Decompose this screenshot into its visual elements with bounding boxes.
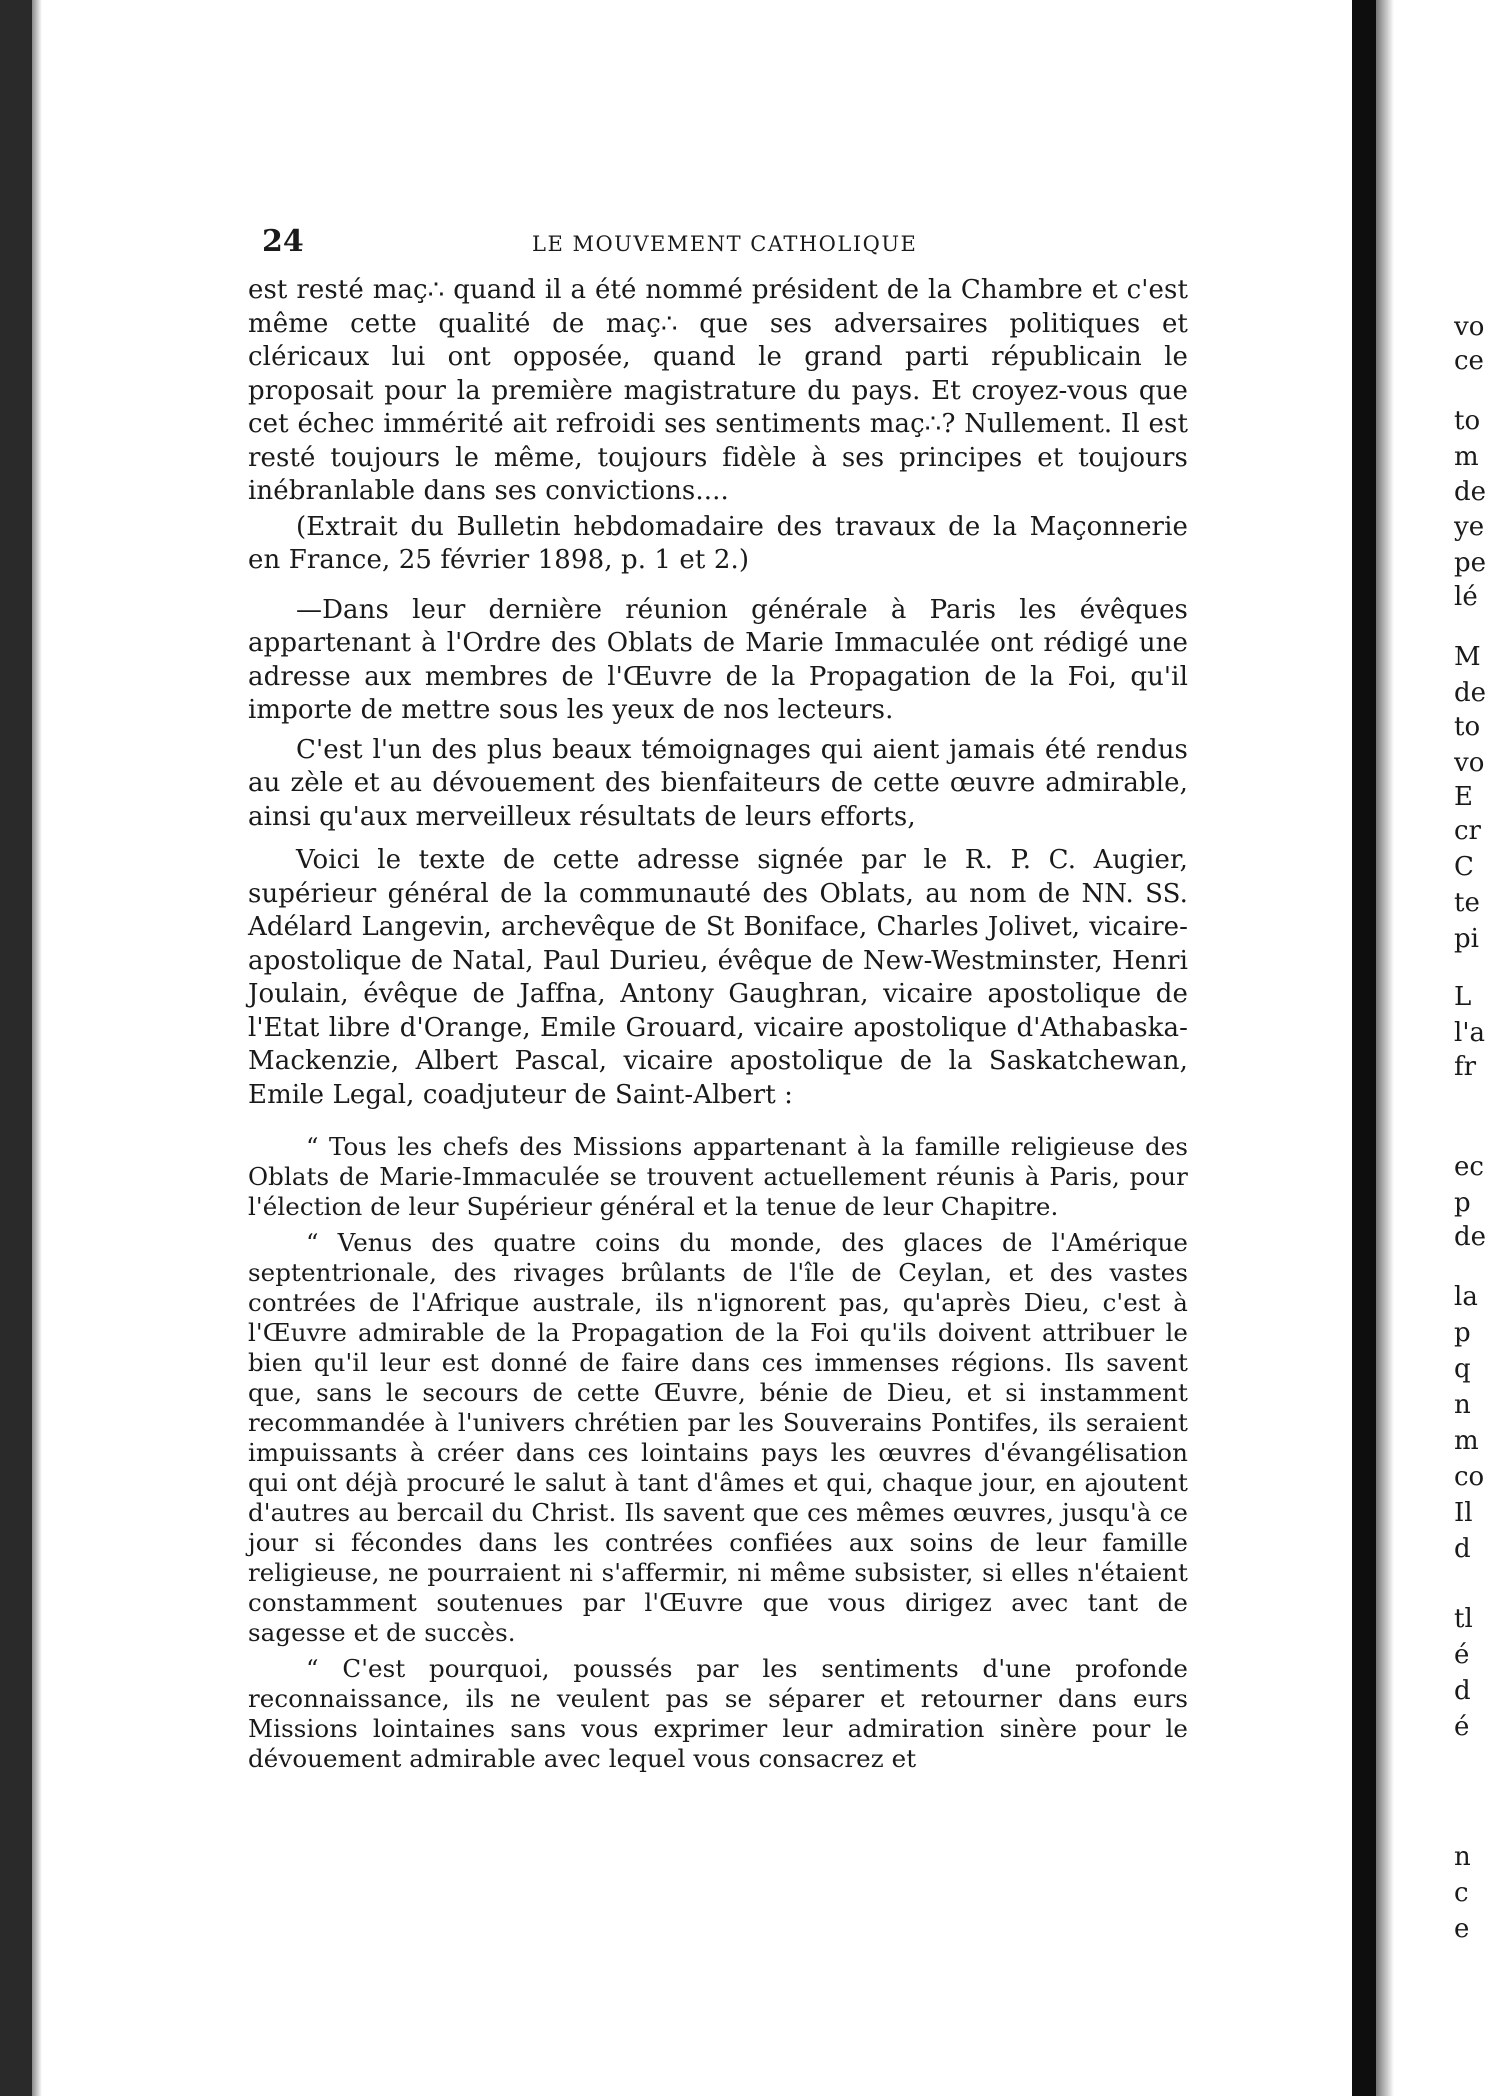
running-head [248, 224, 1188, 274]
facing-fragment: to [1454, 712, 1481, 742]
facing-fragment: pi [1454, 924, 1479, 954]
facing-fragment: p [1454, 1188, 1471, 1218]
paragraph-2: —Dans leur dernière réunion générale à Paris les évêques appartenant à l'Ordre des Oblats de Marie Immaculée ont rédigé une adresse aux membres de l'Œuvre de la Propagation de la Foi, qu'il importe de mettre sous les yeux de nos lecteurs. [248, 594, 1188, 725]
facing-fragment: é [1454, 1640, 1470, 1670]
paragraph-1: est resté maç∴ quand il a été nommé président de la Chambre et c'est même cette qualité de maç∴ que ses adversaires politiques et cléricaux lui ont opposée, quand le grand parti républicain le proposait pour la première magistrature du pays. Et croyez-vous que cet échec immérité ait refroidi ses sentiments maç∴? Nullement. Il est resté toujours le même, toujours fidèle à ses principes et toujours inébranlable dans ses convictions.... [248, 275, 1188, 506]
facing-fragment: fr [1454, 1052, 1477, 1082]
facing-fragment: n [1454, 1842, 1471, 1872]
facing-fragment: e [1454, 1914, 1470, 1944]
facing-fragment: d [1454, 1534, 1471, 1564]
page-number: 24 [262, 224, 304, 259]
facing-fragment: vo [1454, 748, 1485, 778]
facing-fragment: de [1454, 1222, 1487, 1252]
facing-fragment: c [1454, 1878, 1469, 1908]
facing-fragment: Il [1454, 1498, 1473, 1528]
quote-paragraph-2: “ Venus des quatre coins du monde, des glaces de l'Amérique septentrionale, des rivages brûlants de l'île de Ceylan, et des vastes contrées de l'Afrique australe, ils n'ignorent pas, qu'après Dieu, c'est à l'Œuvre admirable de la Propagation de la Foi qu'ils doivent attribuer le bien qu'il leur est donné de faire dans ces immenses régions. Ils savent que, sans le secours de cette Œuvre, bénie de Dieu, et si instamment recommandée à l'univers chrétien par les Souverains Pontifes, ils seraient impuissants à créer dans ces lointains pays les œuvres d'évangélisation qui ont déjà procuré le salut à tant d'âmes et qui, chaque jour, en ajoutent d'autres au bercail du Christ. Ils savent que ces mêmes œuvres, jusqu'à ce jour si fécondes dans les contrées confiées aux soins de leur famille religieuse, ne pourraient ni s'affermir, ni même subsister, si elles n'étaient constamment soutenues par l'Œuvre que vous dirigez avec tant de sagesse et de succès. [248, 1228, 1188, 1647]
facing-fragment: de [1454, 477, 1487, 507]
facing-fragment: L [1454, 982, 1472, 1012]
facing-fragment: m [1454, 442, 1479, 472]
facing-fragment: te [1454, 888, 1480, 918]
facing-fragment: M [1454, 642, 1481, 672]
facing-fragment: lé [1454, 582, 1478, 612]
facing-fragment: p [1454, 1318, 1471, 1348]
facing-fragment: C [1454, 852, 1474, 882]
facing-fragment: é [1454, 1712, 1470, 1742]
paragraph-citation: (Extrait du Bulletin hebdomadaire des travaux de la Maçonnerie en France, 25 février 1898, p. 1 et 2.) [248, 511, 1188, 575]
facing-fragment: vo [1454, 312, 1485, 342]
facing-fragment: ce [1454, 346, 1484, 376]
facing-fragment: l'a [1454, 1018, 1485, 1048]
scan-left-border [0, 0, 32, 2096]
facing-fragment: d [1454, 1676, 1471, 1706]
facing-fragment: m [1454, 1426, 1479, 1456]
facing-fragment: ye [1454, 512, 1485, 542]
paragraph-4: Voici le texte de cette adresse signée par le R. P. C. Augier, supérieur général de la communauté des Oblats, au nom de NN. SS. Adélard Langevin, archevêque de St Boniface, Charles Jolivet, vicaire-apostolique de Natal, Paul Durieu, évêque de New-Westminster, Henri Joulain, évêque de Jaffna, Antony Gaughran, vicaire apostolique de l'Etat libre d'Orange, Emile Grouard, vicaire apostolique d'Athabaska-Mackenzie, Albert Pascal, vicaire apostolique de la Saskatchewan, Emile Legal, coadjuteur de Saint-Albert : [248, 845, 1188, 1110]
scan-left-shadow [32, 0, 42, 2096]
facing-fragment: n [1454, 1390, 1471, 1420]
facing-page-fragments [1454, 312, 1512, 1992]
running-title: LE MOUVEMENT CATHOLIQUE [532, 232, 918, 256]
book-gutter [1352, 0, 1376, 2096]
facing-fragment: cr [1454, 816, 1481, 846]
quote-paragraph-3: “ C'est pourquoi, poussés par les sentiments d'une profonde reconnaissance, ils ne veulent pas se séparer et retourner dans eurs Missions lointaines sans vous exprimer leur admiration sinère pour le dévouement admirable avec lequel vous consacrez et [248, 1654, 1188, 1773]
facing-fragment: ec [1454, 1152, 1484, 1182]
facing-fragment: tl [1454, 1604, 1473, 1634]
paragraph-3: C'est l'un des plus beaux témoignages qui aient jamais été rendus au zèle et au dévouement des bienfaiteurs de cette œuvre admirable, ainsi qu'aux merveilleux résultats de leurs efforts, [248, 734, 1188, 832]
facing-fragment: q [1454, 1354, 1471, 1384]
quote-paragraph-1: “ Tous les chefs des Missions appartenant à la famille religieuse des Oblats de Marie-Immaculée se trouvent actuellement réunis à Paris, pour l'élection de leur Supérieur général et la tenue de leur Chapitre. [248, 1132, 1188, 1221]
facing-fragment: pe [1454, 548, 1487, 578]
book-page [248, 224, 1188, 1774]
facing-fragment: la [1454, 1282, 1478, 1312]
book-gutter-shadow [1376, 0, 1394, 2096]
facing-fragment: co [1454, 1462, 1485, 1492]
facing-fragment: to [1454, 406, 1481, 436]
facing-fragment: de [1454, 678, 1487, 708]
facing-fragment: E [1454, 782, 1473, 812]
